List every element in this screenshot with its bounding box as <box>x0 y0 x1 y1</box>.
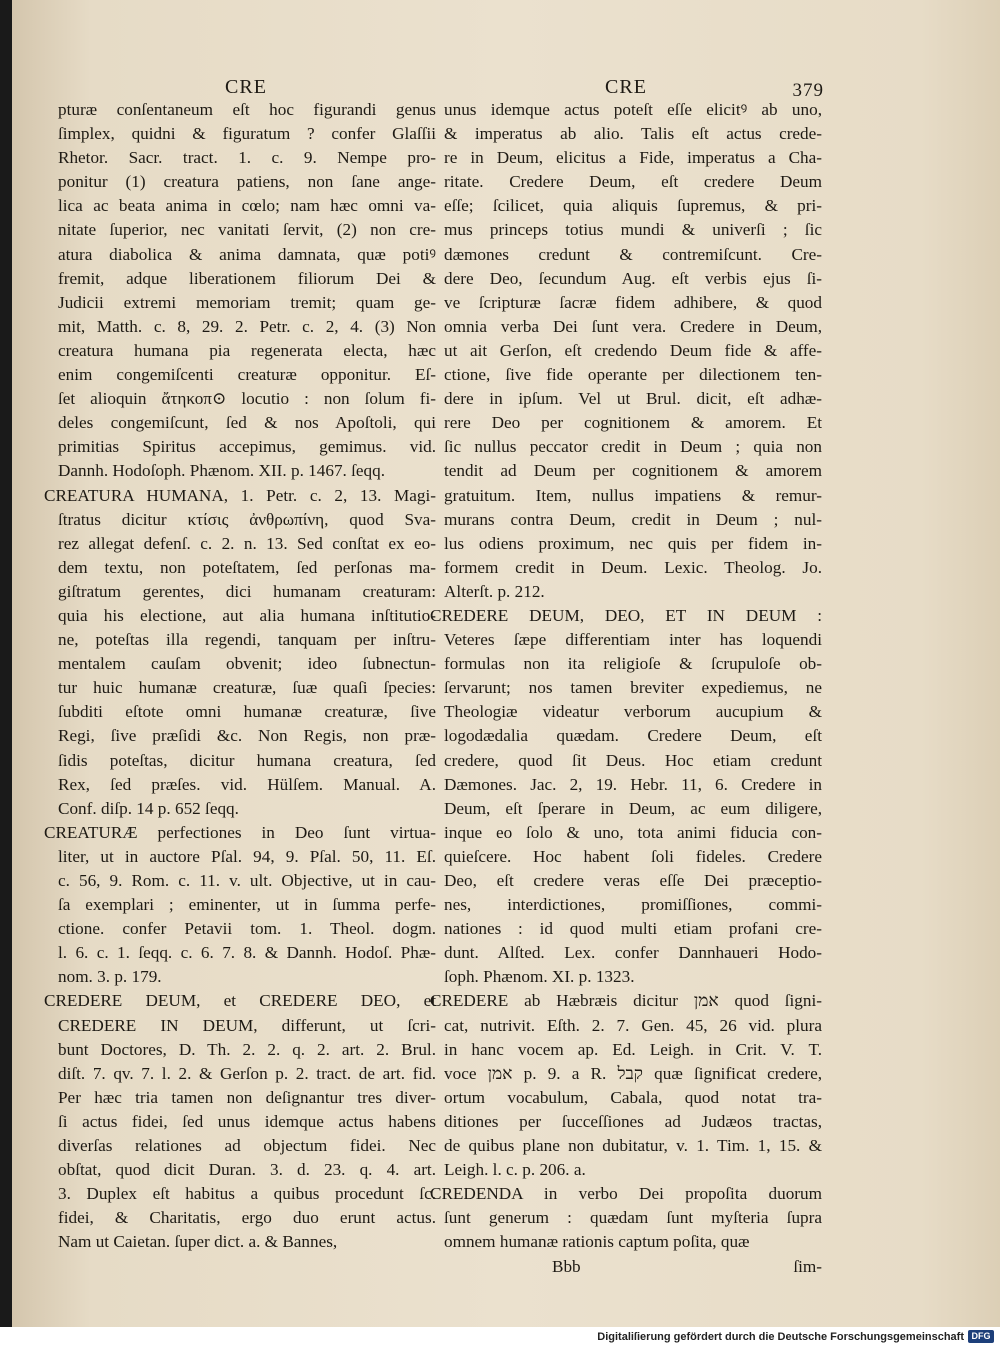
text-line: diverſas relationes ad objectum fidei. Nec <box>58 1136 436 1156</box>
text-line: ſtratus dicitur κτίσις ἀνθρωπίνη, quod Sva- <box>58 509 436 529</box>
text-line: rere Deo per cognitionem & amorem. Et <box>444 413 822 433</box>
dfg-logo: DFG <box>968 1330 994 1343</box>
text-line: lica ac beata anima in cœlo; nam hæc omni va- <box>58 196 436 216</box>
page-footer <box>430 1255 822 1279</box>
text-line: dæmones credunt & contremiſcunt. Cre- <box>444 244 822 264</box>
signature-mark: Bbb <box>552 1256 581 1276</box>
text-line: voce אמן p. 9. a R. קבל quæ ſignificat credere, <box>444 1063 822 1083</box>
running-header-right: CRE 379 <box>605 76 824 101</box>
text-line: CREDERE IN DEUM, differunt, ut ſcri- <box>58 1015 436 1035</box>
text-line: CREATURÆ perfectiones in Deo ſunt virtua- <box>44 822 436 842</box>
text-line: Deum, eſt ſperare in Deum, ac eum diligere, <box>444 798 822 818</box>
text-line: murans contra Deum, credit in Deum ; nul- <box>444 509 822 529</box>
text-line: Rhetor. Sacr. tract. 1. c. 9. Nempe pro- <box>58 148 436 168</box>
text-line: atura diabolica & anima damnata, quæ potiꝰ <box>58 244 436 264</box>
text-line: Deo, eſt credere veras eſſe Dei præceptio- <box>444 871 822 890</box>
text-line: Theologiæ videatur verborum aucupium & <box>444 702 822 722</box>
text-line: pturæ conſentaneum eſt hoc figurandi genus <box>58 100 436 119</box>
text-line: nes, interdictiones, promiſſiones, commi- <box>444 895 822 915</box>
text-line: Regi, ſive præſidi &c. Non Regis, non præ- <box>58 726 436 746</box>
digitization-credit: Digitaliſierung gefördert durch die Deutsche Forschungsgemeinschaft <box>597 1331 964 1343</box>
text-line: inque eo ſolo & uno, tota animi fiducia con- <box>444 822 822 842</box>
left-column-text <box>44 98 436 1255</box>
text-line: ſet alioquin ἄτηκοπ⊙ locutio : non ſolum fi- <box>58 389 436 409</box>
text-line: Conf. diſp. 14 p. 652 ſeqq. <box>58 798 239 818</box>
text-line: ctione, ſive fide operante per dilectionem ten- <box>444 365 822 385</box>
text-line: CREDERE ab Hæbræis dicitur אמן quod ſigni- <box>430 991 822 1011</box>
text-line: Leigh. l. c. p. 206. a. <box>444 1160 586 1180</box>
text-line: dere in ipſum. Vel ut Brul. dicit, eſt adhæ- <box>444 389 822 409</box>
text-line: dem textu, non poteſtatem, ſed perſonas ma- <box>58 557 436 577</box>
text-line: logodædalia quædam. Credere Deum, eſt <box>444 726 822 746</box>
text-line: Veteres ſæpe differentiam inter has loquendi <box>444 630 822 650</box>
text-line: ſi actus fidei, ſed unus idemque actus habens <box>58 1111 436 1131</box>
page-number: 379 <box>792 80 824 101</box>
text-line: enim congemiſcenti creaturæ opponitur. Eſ- <box>58 365 436 385</box>
text-line: l. 6. c. 1. ſeqq. c. 6. 7. 8. & Dannh. Hodoſ. Phæ- <box>58 943 436 963</box>
text-line: ne, poteſtas illa regendi, tanquam per inſtru- <box>58 630 436 650</box>
text-line: diſt. 7. qv. 7. l. 2. & Gerſon p. 2. tract. de art. fid. <box>58 1063 436 1083</box>
text-line: 3. Duplex eſt habitus a quibus procedunt ſc. <box>58 1184 436 1204</box>
text-line: omnem humanæ rationis captum poſita, quæ <box>444 1232 750 1252</box>
text-line: formem credit in Deum. Lexic. Theolog. Jo. <box>444 557 822 577</box>
scanned-page <box>12 0 1000 1327</box>
text-line: lus odiens proximum, nec quis per fidem in- <box>444 533 822 553</box>
text-line: Rex, ſed præſes. vid. Hülſem. Manual. A. <box>58 774 436 794</box>
text-line: mus princeps totius mundi & univerſi ; ſic <box>444 220 822 240</box>
text-line: ſimplex, quidni & figuratum ? confer Glaſſii <box>58 124 436 144</box>
text-line: ſunt generum : quædam ſunt myſteria ſupra <box>444 1208 822 1228</box>
text-line: quieſcere. Hoc habent ſoli fideles. Credere <box>444 846 822 866</box>
text-line: ſubditi eſtote omni humanæ creaturæ, ſive <box>58 702 436 722</box>
text-line: ſidis poteſtas, dicitur humana creatura, ſed <box>58 750 436 770</box>
text-line: liter, ut in auctore Pſal. 94, 9. Pſal. 50, 11. Eſ. <box>58 846 436 866</box>
text-line: ut ait Gerſon, eſt credendo Deum fide & affe- <box>444 340 822 360</box>
text-line: ſoph. Phænom. XI. p. 1323. <box>444 967 635 987</box>
text-line: ſervarunt; nos tamen breviter expediemus, ne <box>444 678 822 698</box>
text-line: tur huic humanæ creaturæ, ſuæ quaſi ſpecies: <box>58 678 436 698</box>
text-line: CREATURA HUMANA, 1. Petr. c. 2, 13. Magi- <box>44 485 436 505</box>
text-line: re in Deum, elicitus a Fide, imperatus a Cha- <box>444 148 822 168</box>
text-line: CREDERE DEUM, et CREDERE DEO, et <box>44 991 436 1011</box>
text-line: in hanc vocem ap. Ed. Leigh. in Crit. V. T. <box>444 1039 822 1059</box>
text-line: CREDERE DEUM, DEO, ET IN DEUM : <box>430 605 822 625</box>
text-line: nitate ſuperior, nec vanitati ſervit, (2) non cre- <box>58 220 436 240</box>
text-line: Alterſt. p. 212. <box>444 581 545 601</box>
left-column <box>44 76 436 1255</box>
text-line: ctione. confer Petavii tom. 1. Theol. dogm. <box>58 919 436 939</box>
text-line: giſtratum gerentes, dici humanam creaturam: <box>58 581 436 601</box>
text-line: mentalem cauſam obvenit; ideo ſubnectun- <box>58 654 436 674</box>
text-line: CREDENDA in verbo Dei propoſita duorum <box>430 1184 822 1204</box>
text-line: Dannh. Hodoſoph. Phænom. XII. p. 1467. ſeqq. <box>58 461 386 481</box>
text-line: Judicii extremi memoriam tremit; quam ge- <box>58 292 436 312</box>
text-line: de quibus plane non dubitatur, v. 1. Tim. 1, 15. & <box>444 1136 822 1156</box>
text-line: formulas non ita religioſe & ſcrupuloſe ob- <box>444 654 822 674</box>
text-line: Nam ut Caietan. ſuper dict. a. & Bannes, <box>58 1232 338 1252</box>
catchword: ſim- <box>793 1256 822 1276</box>
text-line: nationes : id quod multi etiam profani cre- <box>444 919 822 939</box>
text-line: Per hæc tria tamen non deſignantur tres diver- <box>58 1087 436 1107</box>
right-column-text <box>430 98 822 1255</box>
text-line: fremit, adque liberationem filiorum Dei & <box>58 268 436 288</box>
text-line: ritate. Credere Deum, eſt credere Deum <box>444 172 822 192</box>
text-line: & imperatus ab alio. Talis eſt actus crede- <box>444 124 822 144</box>
text-line: ſa exemplari ; eminenter, ut in ſumma perfe- <box>58 895 436 915</box>
text-line: ve ſcripturæ ſacræ fidem adhibere, & quod <box>444 292 822 312</box>
running-header-left: CRE <box>225 76 267 98</box>
text-line: omnia verba Dei ſunt vera. Credere in Deum, <box>444 316 822 336</box>
digitization-credit-bar <box>0 1327 1000 1347</box>
text-line: ditiones per ſucceſſiones ad Judæos tractas, <box>444 1111 822 1131</box>
text-line: tendit ad Deum per cognitionem & amorem <box>444 461 822 481</box>
text-line: gratuitum. Item, nullus impatiens & remur- <box>444 485 822 505</box>
text-line: eſſe; ſcilicet, quia aliquis ſupremus, & pri- <box>444 196 822 216</box>
text-line: Dæmones. Jac. 2, 19. Hebr. 11, 6. Credere in <box>444 774 822 794</box>
text-line: nom. 3. p. 179. <box>58 967 162 987</box>
text-line: dere Deo, ſecundum Aug. eſt verbis ejus ſi- <box>444 268 822 288</box>
text-line: quia his electione, aut alia humana inſtitutio- <box>58 605 436 625</box>
text-line: ſic nullus peccator credit in Deum ; quia non <box>444 437 822 457</box>
text-line: ponitur (1) creatura patiens, non ſane ange- <box>58 172 436 192</box>
right-column <box>430 76 822 1279</box>
text-line: creatura humana pia regenerata electa, hæc <box>58 340 436 360</box>
text-line: c. 56, 9. Rom. c. 11. v. ult. Objective, ut in cau- <box>58 871 436 890</box>
text-line: bunt Doctores, D. Th. 2. 2. q. 2. art. 2. Brul. <box>58 1039 436 1059</box>
text-line: credere, quod ſit Deus. Hoc etiam credunt <box>444 750 822 770</box>
text-line: deles congemiſcunt, ſed & nos Apoſtoli, qui <box>58 413 436 433</box>
text-line: cat, nutrivit. Eſth. 2. 7. Gen. 45, 26 vid. plura <box>444 1015 822 1035</box>
text-line: mit, Matth. c. 8, 29. 2. Petr. c. 2, 4. (3) Non <box>58 316 436 336</box>
text-line: unus idemque actus poteſt eſſe elicitꝰ ab uno, <box>444 100 822 119</box>
text-line: obſtat, quod dicit Duran. 3. d. 23. q. 4. art. <box>58 1160 436 1180</box>
text-line: ortum vocabulum, Cabala, quod notat tra- <box>444 1087 822 1107</box>
text-line: fidei, & Charitatis, ergo duo erunt actus. <box>58 1208 436 1228</box>
text-line: dunt. Alſted. Lex. confer Dannhaueri Hodo- <box>444 943 822 963</box>
text-line: primitias Spiritus accepimus, gemimus. vid. <box>58 437 436 457</box>
text-line: rez allegat defenſ. c. 2. n. 13. Sed conſtat ex eo- <box>58 533 436 553</box>
